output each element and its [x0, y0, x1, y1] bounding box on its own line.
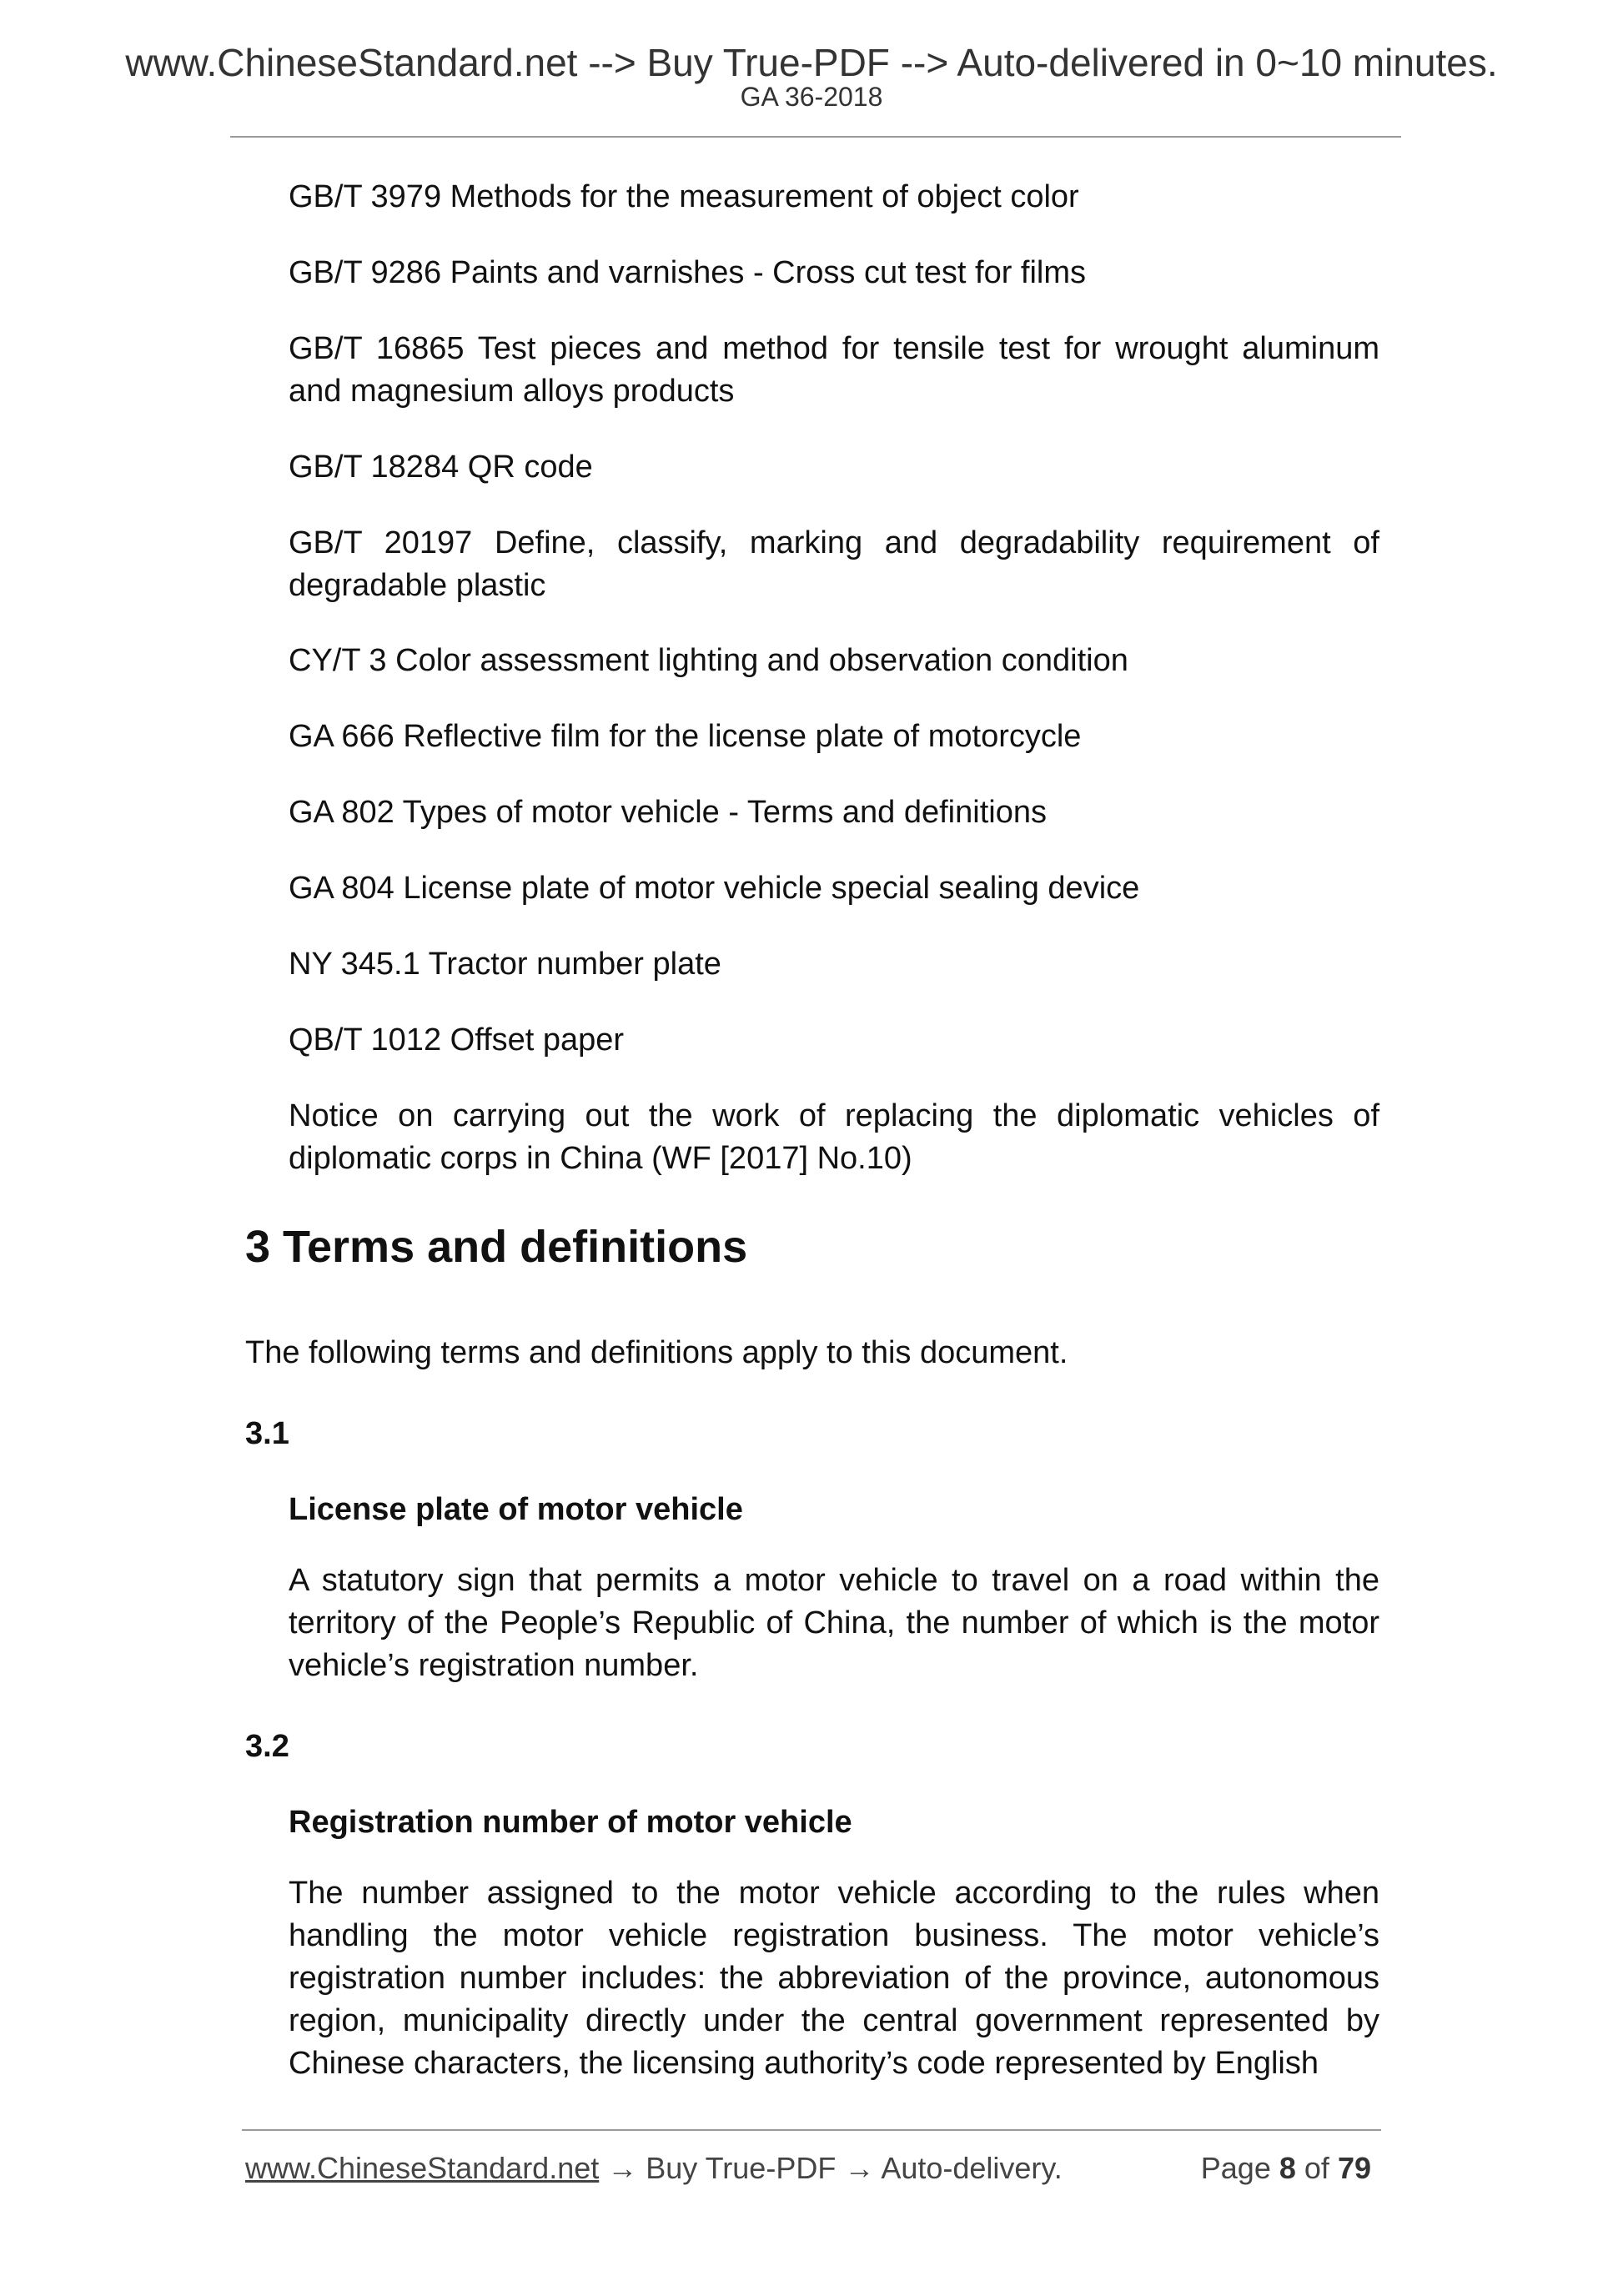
- reference-item: GB/T 16865 Test pieces and method for tensile test for wrought aluminum and magnesium alloys products: [289, 331, 1379, 409]
- footer-divider: [242, 2129, 1381, 2131]
- reference-item: GB/T 9286 Paints and varnishes - Cross cut test for films: [289, 255, 1087, 290]
- reference-item: GB/T 18284 QR code: [289, 450, 593, 485]
- reference-item: GB/T 20197 Define, classify, marking and degradability requirement of degradable plastic: [289, 525, 1379, 603]
- section-intro: The following terms and definitions apply to this document.: [245, 1335, 1068, 1370]
- footer-promo-text: → Buy True-PDF → Auto-delivery.: [599, 2151, 1063, 2185]
- term-definition: The number assigned to the motor vehicle according to the rules when handling the motor vehicle registration business. The motor vehicle’s registration number includes: the abbreviation of the province, autonomous region, municipality directly under the central government represented by Chinese characters, the licensing authority’s code represented by English: [289, 1876, 1379, 2081]
- reference-item: CY/T 3 Color assessment lighting and observation condition: [289, 643, 1128, 678]
- footer-site-link[interactable]: www.ChineseStandard.net: [245, 2151, 600, 2185]
- site-banner[interactable]: www.ChineseStandard.net --> Buy True-PDF --> Auto-delivered in 0~10 minutes.: [125, 41, 1498, 84]
- term-number: 3.1: [245, 1416, 289, 1451]
- reference-item: GA 802 Types of motor vehicle - Terms and definitions: [289, 795, 1047, 830]
- term-definition: A statutory sign that permits a motor vehicle to travel on a road within the territory of the People’s Republic of China, the number of which is the motor vehicle’s registration number.: [289, 1563, 1379, 1683]
- header-divider: [230, 136, 1401, 138]
- reference-item: NY 345.1 Tractor number plate: [289, 947, 721, 982]
- document-code: GA 36-2018: [740, 82, 883, 112]
- term-number: 3.2: [245, 1729, 289, 1764]
- footer-promo: [245, 2153, 1063, 2183]
- section-heading: 3 Terms and definitions: [245, 1222, 748, 1272]
- term-title: Registration number of motor vehicle: [289, 1805, 852, 1840]
- reference-item: GA 804 License plate of motor vehicle special sealing device: [289, 871, 1140, 906]
- reference-item: GA 666 Reflective film for the license plate of motorcycle: [289, 719, 1082, 754]
- reference-item: QB/T 1012 Offset paper: [289, 1022, 625, 1058]
- page-total: 79: [1337, 2151, 1371, 2185]
- term-title: License plate of motor vehicle: [289, 1492, 743, 1527]
- page-indicator: Page 8 of 79: [1200, 2151, 1371, 2185]
- page-number: 8: [1279, 2151, 1296, 2185]
- reference-item: Notice on carrying out the work of replacing the diplomatic vehicles of diplomatic corps in China (WF [2017] No.10): [289, 1098, 1379, 1176]
- reference-item: GB/T 3979 Methods for the measurement of object color: [289, 179, 1079, 214]
